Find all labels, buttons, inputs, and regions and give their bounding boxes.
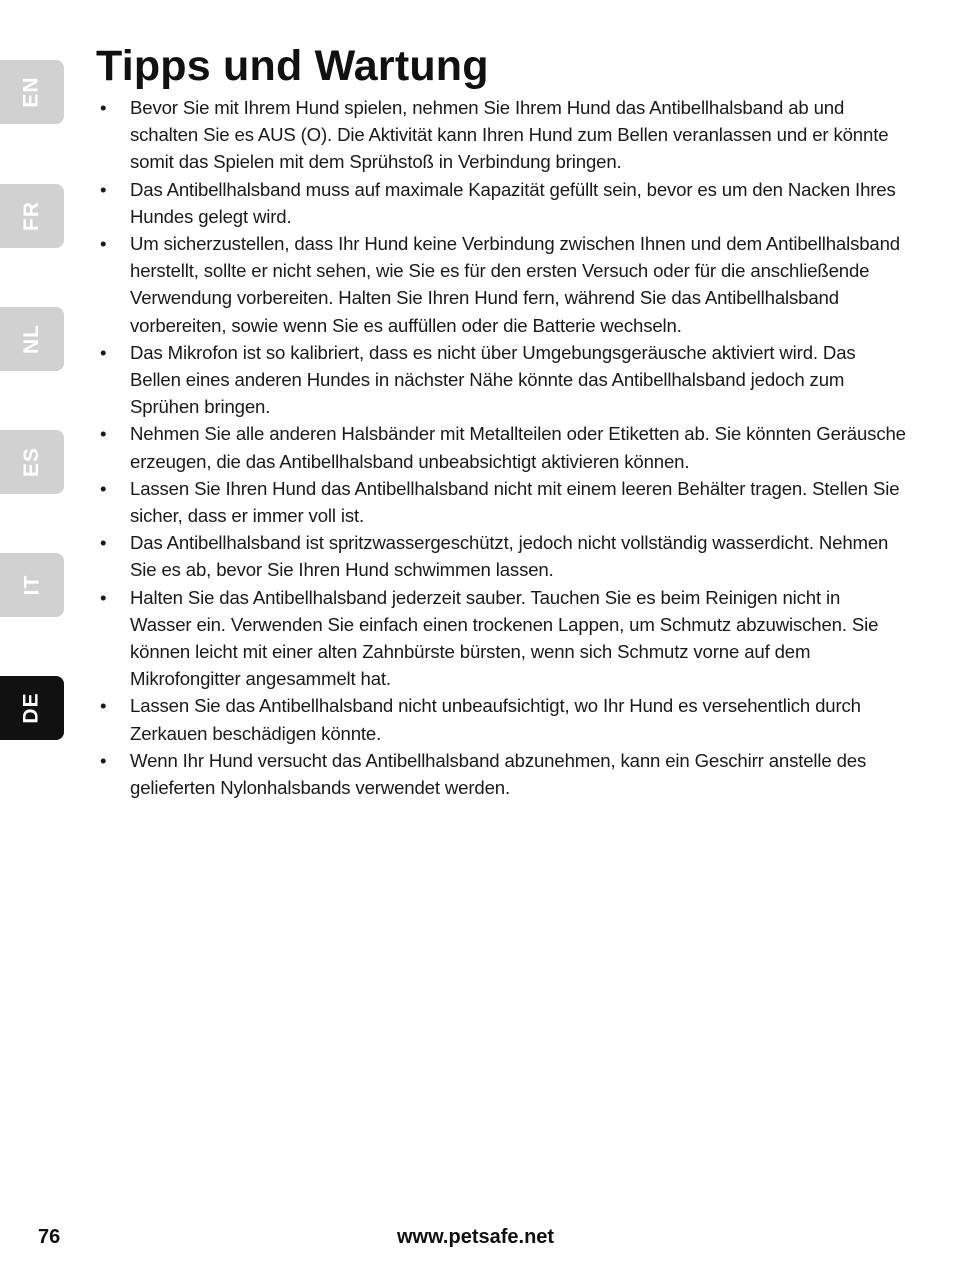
list-item-text: Um sicherzustellen, dass Ihr Hund keine Verbindung zwischen Ihnen und dem Antibellhalsband herstellt, sollte er nicht sehen, wie Sie es für den ersten Versuch oder für die anschließende Verwendung vorbereiten. Halten Sie Ihren Hund fern, während Sie das Antibellhalsband vorbereiten, sowie wenn Sie es auffüllen oder die Batterie wechseln. <box>130 233 900 336</box>
list-item-text: Das Antibellhalsband ist spritzwassergeschützt, jedoch nicht vollständig wasserdicht. Nehmen Sie es ab, bevor Sie Ihren Hund schwimmen lassen. <box>130 532 889 581</box>
list-item <box>98 420 906 474</box>
lang-tab-label: NL <box>20 324 43 354</box>
list-item-text: Lassen Sie das Antibellhalsband nicht unbeaufsichtigt, wo Ihr Hund es versehentlich durch Zerkauen beschädigen könnte. <box>130 695 861 744</box>
website-url[interactable]: www.petsafe.net <box>397 1226 555 1248</box>
bullet-icon: • <box>100 477 107 499</box>
bullet-icon: • <box>100 695 107 717</box>
lang-tab-fr[interactable] <box>0 184 64 248</box>
language-tabs <box>0 0 64 760</box>
list-item-text: Bevor Sie mit Ihrem Hund spielen, nehmen Sie Ihrem Hund das Antibellhalsband ab und schalten Sie es AUS (O). Die Aktivität kann Ihren Hund zum Bellen veranlassen und er könnte somit das Spielen mit dem Sprühstoß in Verbindung bringen. <box>130 97 889 173</box>
lang-tab-label: FR <box>20 201 43 231</box>
list-item <box>98 584 906 693</box>
list-item <box>98 230 906 339</box>
lang-tab-label: EN <box>20 76 43 108</box>
bullet-icon: • <box>100 586 107 608</box>
list-item <box>98 747 906 801</box>
lang-tab-label: ES <box>19 446 43 478</box>
bullet-icon: • <box>100 749 107 771</box>
list-item <box>98 94 906 176</box>
lang-tab-nl[interactable] <box>0 307 64 371</box>
list-item-text: Das Antibellhalsband muss auf maximale Kapazität gefüllt sein, bevor es um den Nacken Ihres Hundes gelegt wird. <box>130 178 896 227</box>
list-item-text: Lassen Sie Ihren Hund das Antibellhalsband nicht mit einem leeren Behälter tragen. Stellen Sie sicher, dass er immer voll ist. <box>130 477 900 527</box>
bullet-icon: • <box>100 532 107 554</box>
lang-tab-es[interactable] <box>0 430 64 494</box>
tips-list <box>98 94 906 801</box>
lang-tab-en[interactable] <box>0 60 64 124</box>
list-item-text: Wenn Ihr Hund versucht das Antibellhalsband abzunehmen, kann ein Geschirr anstelle des gelieferten Nylonhalsbands verwendet werden. <box>130 749 867 799</box>
list-item <box>98 529 906 583</box>
list-item-text: Das Mikrofon ist so kalibriert, dass es nicht über Umgebungsgeräusche aktiviert wird. Das Bellen eines anderen Hundes in nächster Nähe könnte das Antibellhalsband jedoch zum Sprühen bringen. <box>130 341 856 418</box>
lang-tab-label: DE <box>20 692 43 724</box>
list-item <box>98 692 906 746</box>
lang-tab-label: IT <box>19 574 43 596</box>
bullet-icon: • <box>100 178 107 200</box>
bullet-icon: • <box>100 423 107 445</box>
list-item-text: Halten Sie das Antibellhalsband jederzeit sauber. Tauchen Sie es beim Reinigen nicht in Wasser ein. Verwenden Sie einfach einen trockenen Lappen, um Schmutz abzuwischen. Sie können leicht mit einer alten Zahnbürste bürsten, wenn sich Schmutz vorne auf dem Mikrofongitter angesammelt hat. <box>130 586 879 690</box>
bullet-icon: • <box>100 233 107 255</box>
bullet-icon: • <box>100 97 107 118</box>
lang-tab-de[interactable] <box>0 676 64 740</box>
list-item <box>98 475 906 529</box>
page-number: 76 <box>38 1226 61 1248</box>
list-item <box>98 339 906 421</box>
bullet-icon: • <box>100 341 107 363</box>
list-item-text: Nehmen Sie alle anderen Halsbänder mit Metallteilen oder Etiketten ab. Sie könnten Geräusche erzeugen, die das Antibellhalsband unbeabsichtigt aktivieren können. <box>130 423 906 472</box>
lang-tab-it[interactable] <box>0 553 64 617</box>
page-title: Tipps und Wartung <box>96 42 489 90</box>
list-item <box>98 176 906 230</box>
